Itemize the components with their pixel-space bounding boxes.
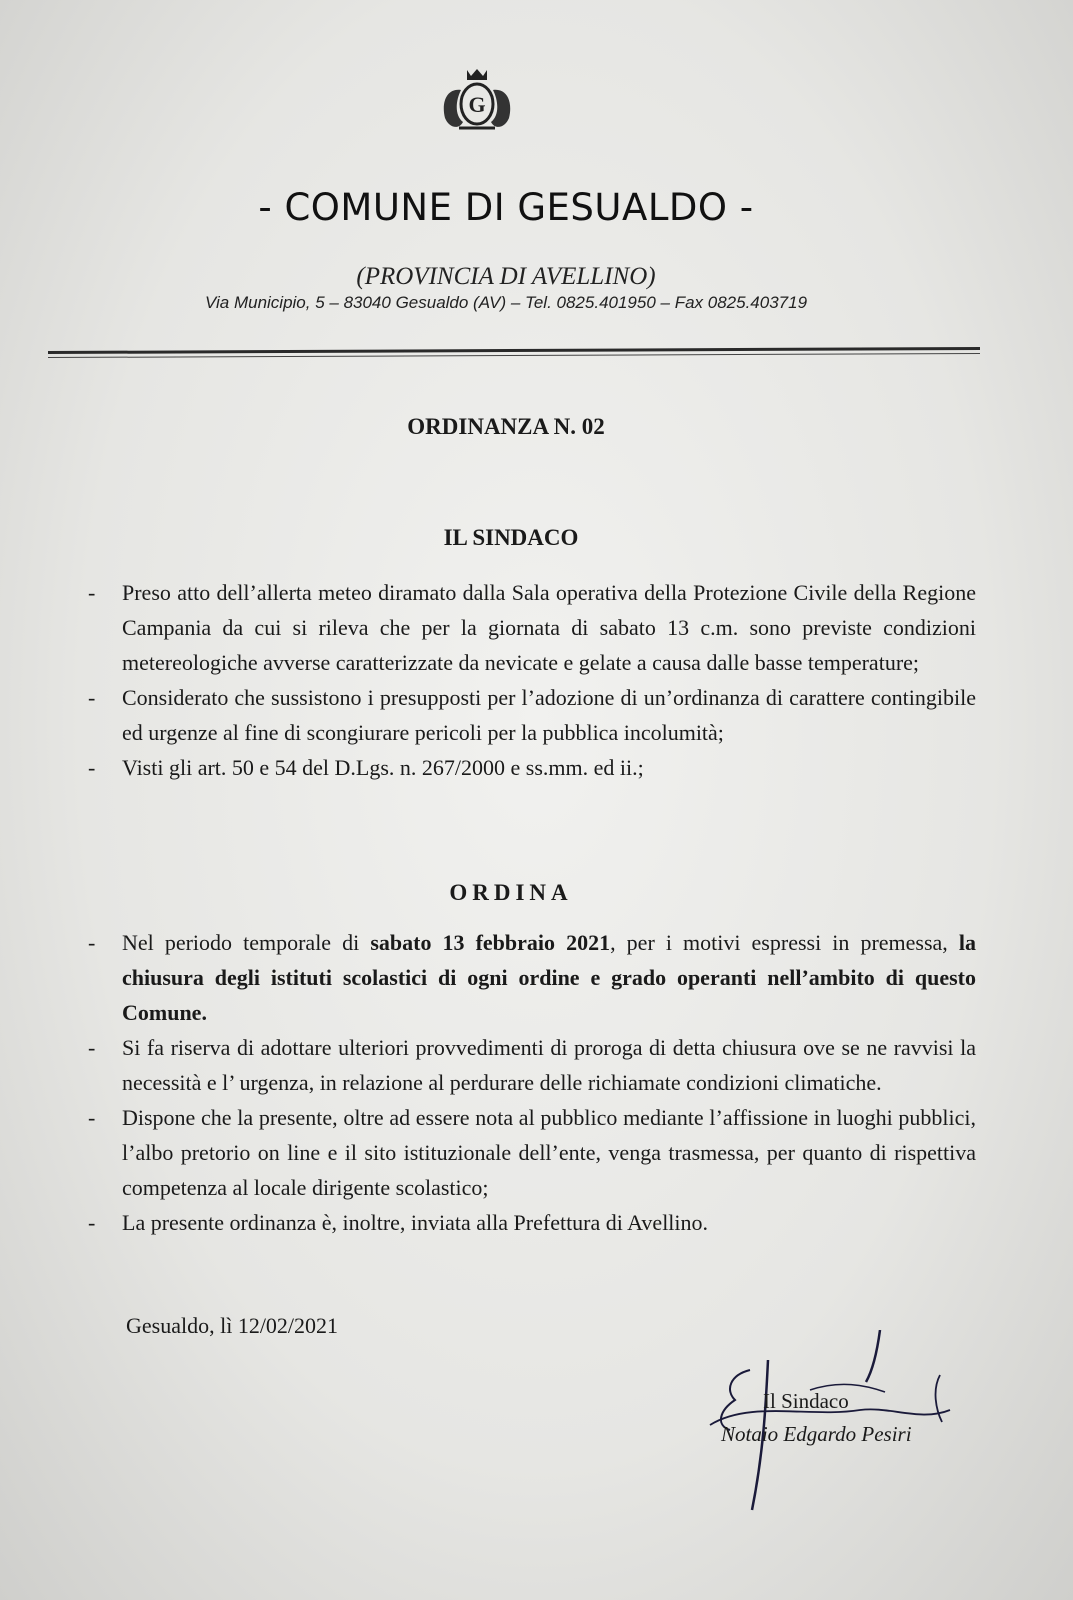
- order-item: [88, 925, 976, 1030]
- bullet-dash: -: [88, 1035, 96, 1060]
- header-divider-thin: [48, 353, 980, 358]
- premise-item: [88, 680, 976, 750]
- orders-heading: ORDINA: [449, 880, 573, 905]
- order-item: [88, 1205, 976, 1240]
- premise-item: [88, 575, 976, 680]
- orders-list: [88, 925, 976, 1240]
- place-and-date: Gesualdo, lì 12/02/2021: [126, 1313, 339, 1338]
- order-item: [88, 1100, 976, 1205]
- premise-text: Visti gli art. 50 e 54 del D.Lgs. n. 267/2000 e ss.mm. ed ii.;: [122, 755, 644, 780]
- order-text: , per i motivi espressi in premessa,: [610, 930, 959, 955]
- order-item: [88, 1030, 976, 1100]
- bullet-dash: -: [88, 930, 96, 955]
- province-line: (PROVINCIA DI AVELLINO): [356, 263, 656, 290]
- premise-item: [88, 750, 976, 785]
- mayor-title: IL SINDACO: [443, 525, 579, 550]
- bullet-dash: -: [88, 1210, 96, 1235]
- order-text: La presente ordinanza è, inoltre, inviata alla Prefettura di Avellino.: [122, 1210, 709, 1235]
- order-closure-bold: la chiusura degli istituti scolastici di ogni ordine e grado operanti nell’ambito di questo Comune.: [122, 930, 976, 1025]
- svg-text:G: G: [468, 92, 486, 117]
- order-date-bold: sabato 13 febbraio 2021: [370, 930, 611, 955]
- bullet-dash: -: [88, 685, 96, 710]
- ordinance-number: ORDINANZA N. 02: [407, 414, 605, 439]
- bullet-dash: -: [88, 755, 96, 780]
- premise-text: Considerato che sussistono i presupposti per l’adozione di un’ordinanza di carattere contingibile ed urgenze al fine di scongiurare pericoli per la pubblica incolumità;: [122, 685, 976, 745]
- premises-list: [88, 575, 976, 785]
- signature-name: Notaio Edgardo Pesiri: [721, 1422, 912, 1446]
- signature-role: Il Sindaco: [763, 1389, 849, 1413]
- municipal-crest-icon: [437, 66, 517, 136]
- municipality-heading: - COMUNE DI GESUALDO -: [258, 186, 754, 229]
- premise-text: Preso atto dell’allerta meteo diramato dalla Sala operativa della Protezione Civile della Regione Campania da cui si rileva che per la giornata di sabato 13 c.m. sono previste condizioni metereologiche avverse caratterizzate da nevicate e gelate a causa dalle basse temperature;: [122, 580, 976, 675]
- address-line: Via Municipio, 5 – 83040 Gesualdo (AV) – Tel. 0825.401950 – Fax 0825.403719: [204, 293, 808, 312]
- bullet-dash: -: [88, 1105, 96, 1130]
- order-text: Si fa riserva di adottare ulteriori provvedimenti di proroga di detta chiusura ove se ne ravvisi la necessità e l’ urgenza, in relazione al perdurare delle richiamate condizioni climatiche.: [122, 1035, 976, 1095]
- bullet-dash: -: [88, 580, 96, 605]
- order-text: Dispone che la presente, oltre ad essere nota al pubblico mediante l’affissione in luoghi pubblici, l’albo pretorio on line e il sito istituzionale dell’ente, venga trasmessa, per quanto di rispettiva competenza al locale dirigente scolastico;: [122, 1105, 976, 1200]
- order-text: Nel periodo temporale di: [122, 930, 371, 955]
